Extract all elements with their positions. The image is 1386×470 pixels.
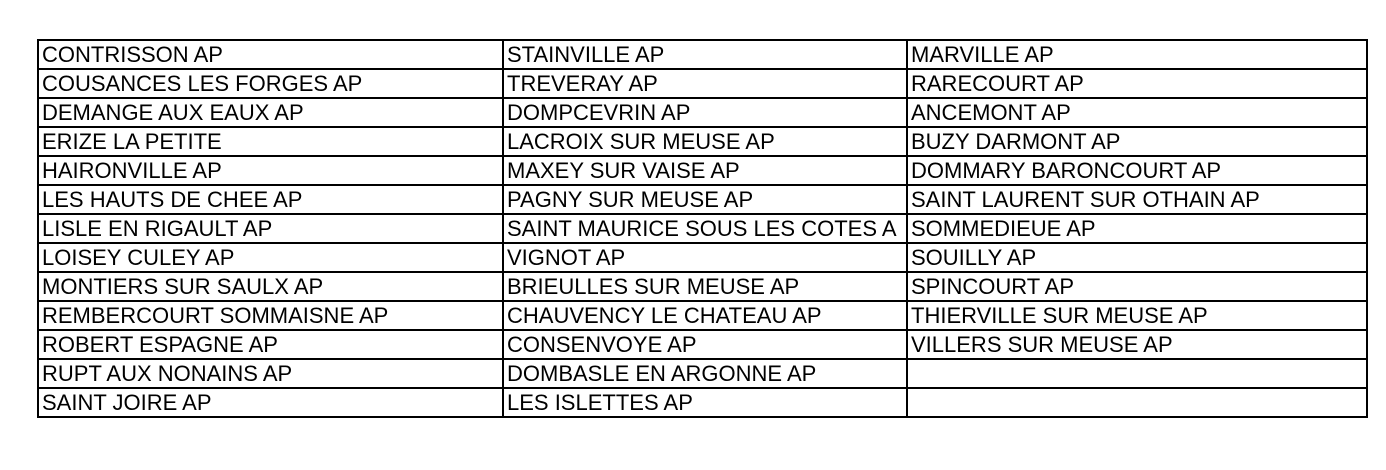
table-cell: REMBERCOURT SOMMAISNE AP <box>38 301 503 330</box>
table-row <box>38 301 1367 330</box>
table-cell: COUSANCES LES FORGES AP <box>38 69 503 98</box>
table-row <box>38 156 1367 185</box>
table-cell: VIGNOT AP <box>503 243 907 272</box>
table-cell: MARVILLE AP <box>907 40 1367 69</box>
table-cell: SAINT LAURENT SUR OTHAIN AP <box>907 185 1367 214</box>
table-cell <box>907 359 1367 388</box>
table-cell: DOMBASLE EN ARGONNE AP <box>503 359 907 388</box>
table-cell: MONTIERS SUR SAULX AP <box>38 272 503 301</box>
table-row <box>38 388 1367 417</box>
table-row <box>38 40 1367 69</box>
table-cell: LACROIX SUR MEUSE AP <box>503 127 907 156</box>
table-row <box>38 127 1367 156</box>
table-cell <box>907 388 1367 417</box>
table-row <box>38 98 1367 127</box>
table-row <box>38 359 1367 388</box>
table-cell: RUPT AUX NONAINS AP <box>38 359 503 388</box>
table-cell: LES ISLETTES AP <box>503 388 907 417</box>
table-cell: BUZY DARMONT AP <box>907 127 1367 156</box>
table-cell: DEMANGE AUX EAUX AP <box>38 98 503 127</box>
table-row <box>38 214 1367 243</box>
table-cell: RARECOURT AP <box>907 69 1367 98</box>
table-row <box>38 330 1367 359</box>
table-cell: MAXEY SUR VAISE AP <box>503 156 907 185</box>
table-cell: CONSENVOYE AP <box>503 330 907 359</box>
table-cell: TREVERAY AP <box>503 69 907 98</box>
table-cell: SAINT MAURICE SOUS LES COTES A <box>503 214 907 243</box>
table-cell: ROBERT ESPAGNE AP <box>38 330 503 359</box>
table-cell: SPINCOURT AP <box>907 272 1367 301</box>
table-cell: ERIZE LA PETITE <box>38 127 503 156</box>
table-row <box>38 272 1367 301</box>
table-cell: CHAUVENCY LE CHATEAU AP <box>503 301 907 330</box>
table-row <box>38 69 1367 98</box>
table-cell: ANCEMONT AP <box>907 98 1367 127</box>
table-row <box>38 185 1367 214</box>
table-cell: CONTRISSON AP <box>38 40 503 69</box>
table-row <box>38 243 1367 272</box>
commune-table <box>37 39 1368 418</box>
table-cell: BRIEULLES SUR MEUSE AP <box>503 272 907 301</box>
table-cell: LISLE EN RIGAULT AP <box>38 214 503 243</box>
table-cell: DOMPCEVRIN AP <box>503 98 907 127</box>
table-cell: PAGNY SUR MEUSE AP <box>503 185 907 214</box>
table-cell: SOMMEDIEUE AP <box>907 214 1367 243</box>
table-cell: LOISEY CULEY AP <box>38 243 503 272</box>
table-cell: VILLERS SUR MEUSE AP <box>907 330 1367 359</box>
table-cell: SOUILLY AP <box>907 243 1367 272</box>
table-cell: SAINT JOIRE AP <box>38 388 503 417</box>
table-cell: THIERVILLE SUR MEUSE AP <box>907 301 1367 330</box>
table-cell: DOMMARY BARONCOURT AP <box>907 156 1367 185</box>
table-cell: STAINVILLE AP <box>503 40 907 69</box>
commune-table-body <box>38 40 1367 417</box>
table-cell: HAIRONVILLE AP <box>38 156 503 185</box>
table-cell: LES HAUTS DE CHEE AP <box>38 185 503 214</box>
